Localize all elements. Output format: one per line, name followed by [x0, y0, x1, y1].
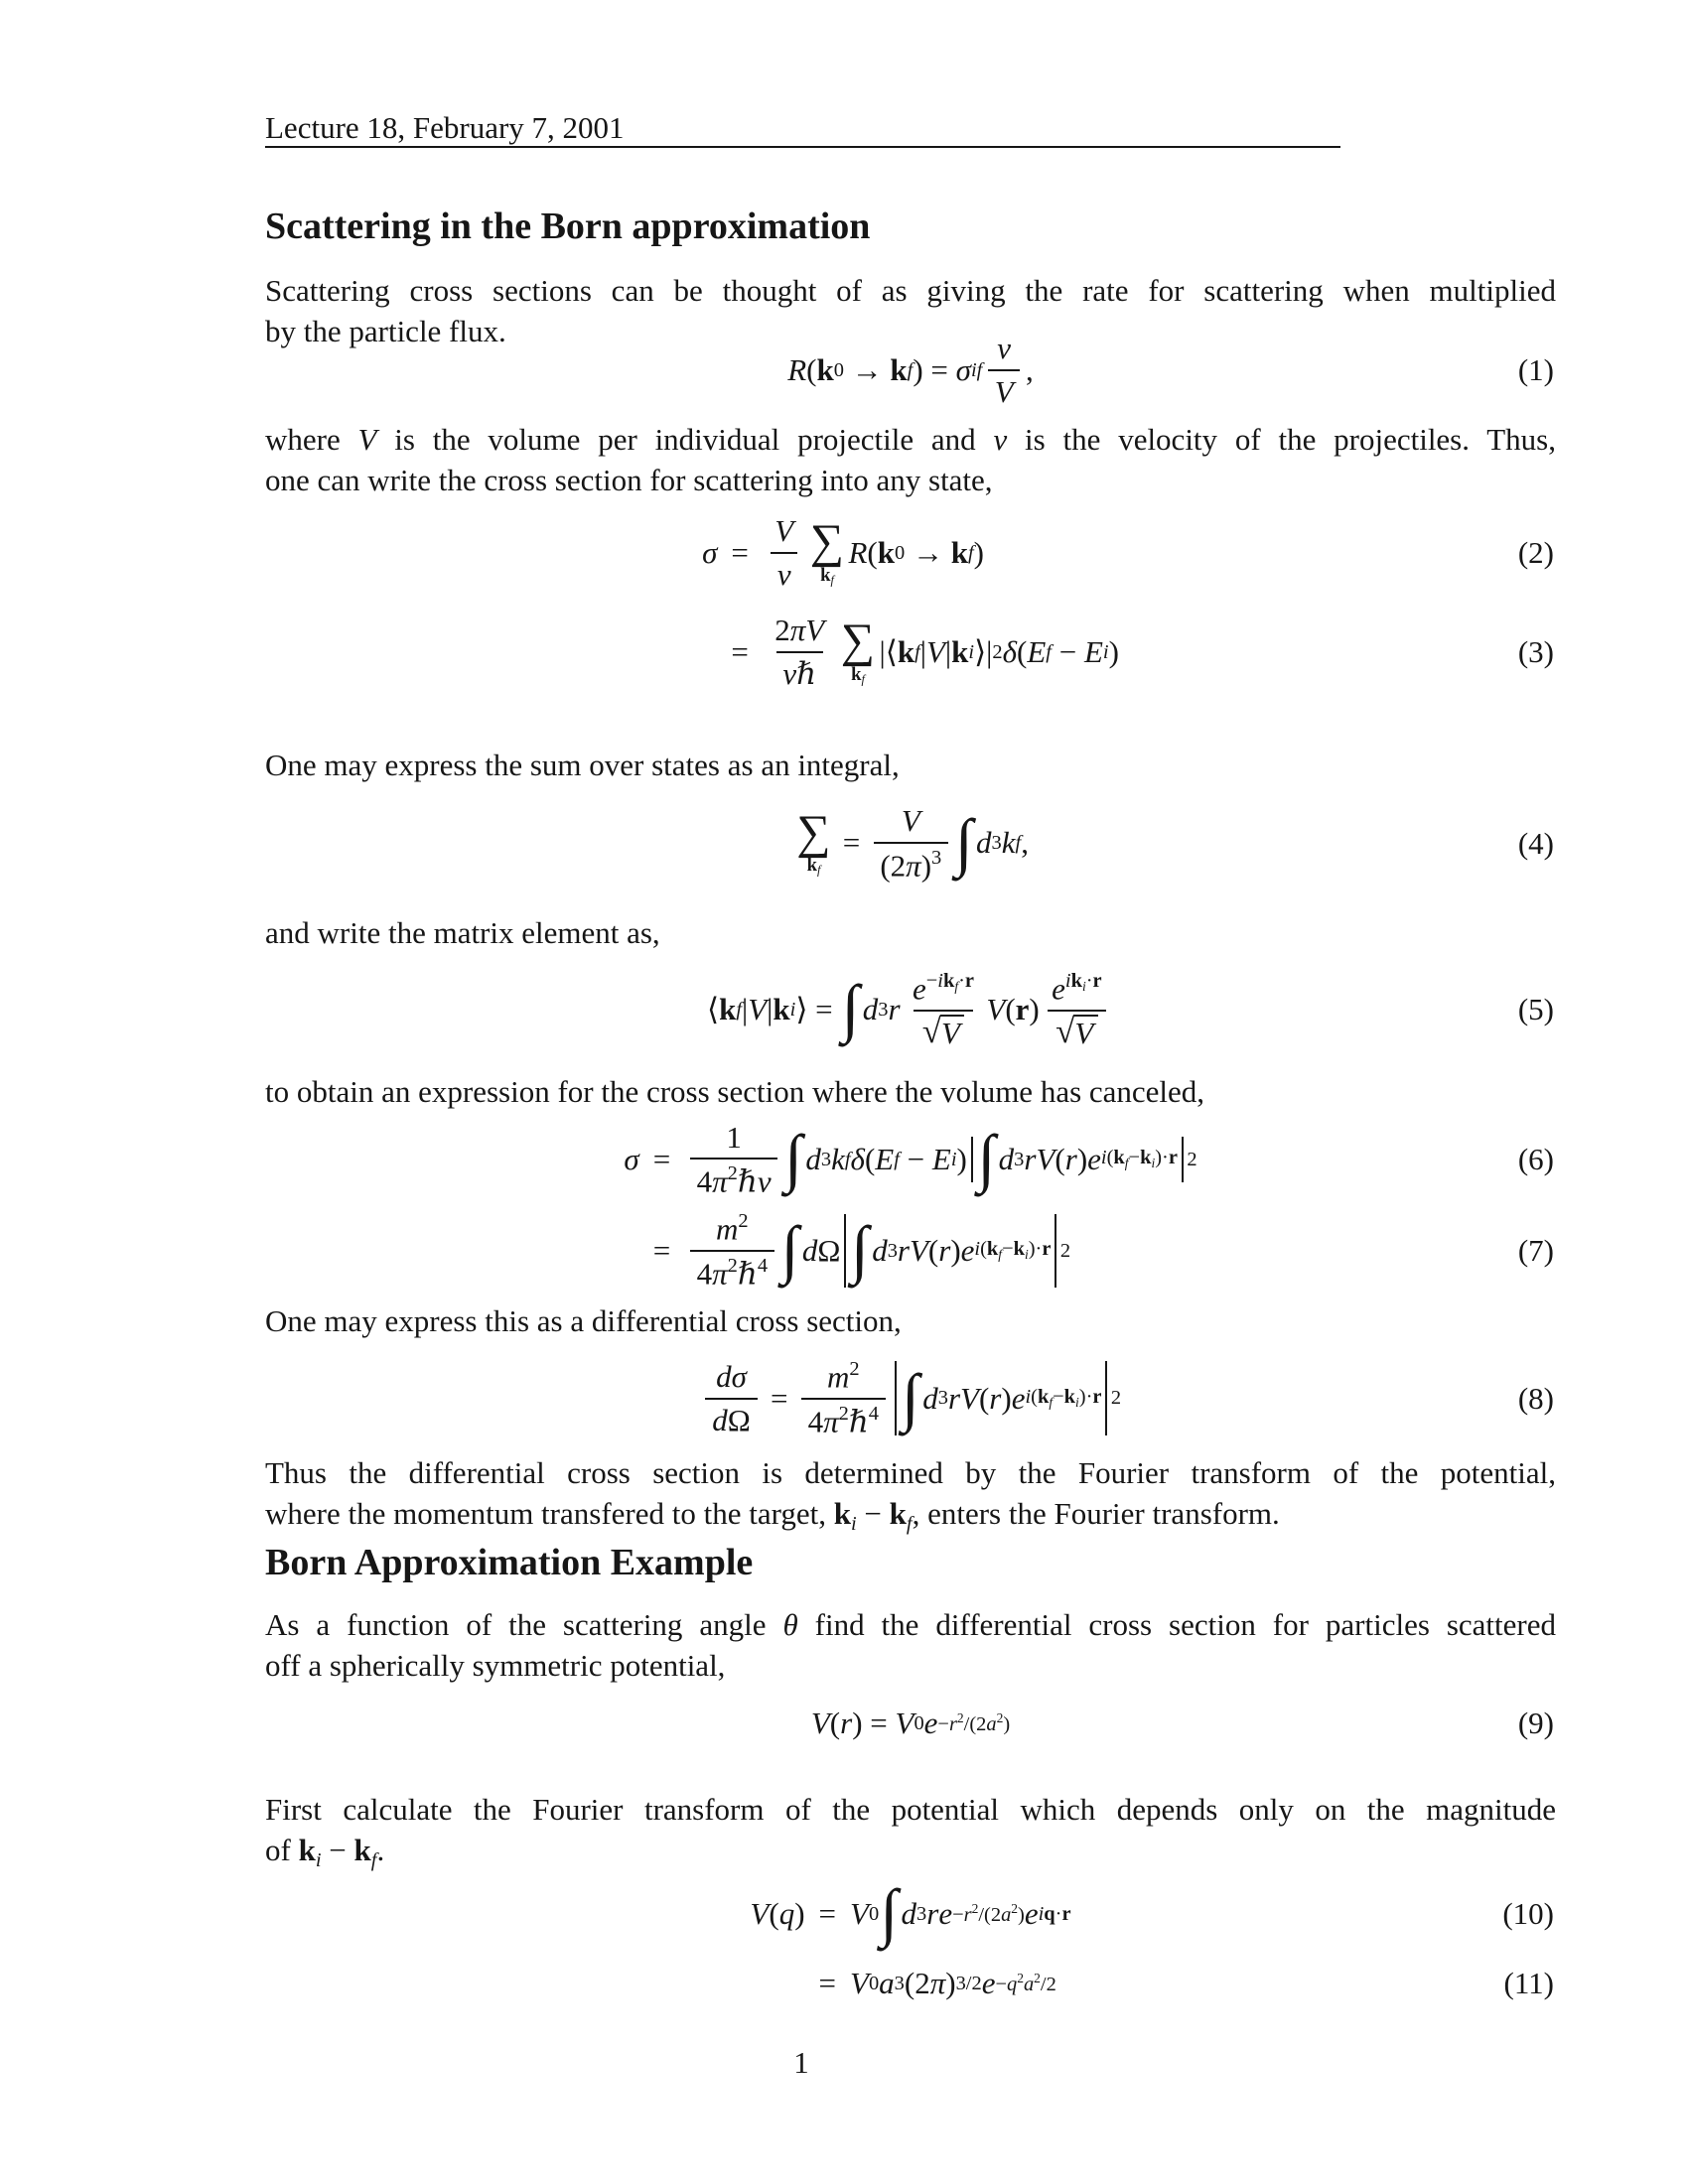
- text-line: where V is the volume per individual projectile and v is the velocity of the projectiles. Thus,: [265, 422, 1556, 457]
- integral-symbol: ∫: [784, 1123, 803, 1195]
- equation-lhs: [624, 1205, 638, 1297]
- vertical-bar: [895, 1361, 897, 1434]
- equals-sign: =: [818, 1966, 836, 2000]
- summation-symbol: ∑ kf: [796, 805, 831, 879]
- equals-sign: =: [731, 535, 749, 570]
- header-rule: [265, 146, 1340, 148]
- integral-symbol: ∫: [902, 1361, 919, 1433]
- equals-sign: =: [731, 634, 749, 669]
- equation-number: (3): [1517, 634, 1554, 669]
- equation-rhs: 2πV vℏ ∑ kf |⟨ k f | V | k i ⟩| 2 δ ( E f − E i ): [774, 613, 1119, 692]
- text-line: of ki − kf.: [265, 1833, 385, 1872]
- equation-number: (5): [1517, 992, 1554, 1026]
- equation-lhs: σ: [702, 535, 718, 570]
- vertical-bar: [844, 1214, 846, 1288]
- equation-number: (10): [1502, 1896, 1554, 1931]
- equation-5: [265, 955, 1556, 1064]
- vertical-bar: [971, 1137, 973, 1183]
- paragraph-fourier-transform: [265, 1452, 1556, 1545]
- text-line: to obtain an expression for the cross section where the volume has canceled,: [265, 1074, 1205, 1109]
- integral-symbol: ∫: [977, 1123, 996, 1195]
- summation-symbol: ∑ kf: [809, 515, 845, 588]
- text-line: by the particle flux.: [265, 314, 506, 348]
- equation-content: ∑ kf = $\frac{V}{(2\pi)^3}$ ∫ d 3 k f ,: [796, 803, 1029, 884]
- text-line: Scattering cross sections can be thought of as giving the rate for scattering when multiplied: [265, 273, 1556, 308]
- text-line: and write the matrix element as,: [265, 915, 660, 950]
- page-header-title: Lecture 18, February 7, 2001: [265, 110, 625, 145]
- equation-number: (7): [1517, 1233, 1554, 1268]
- equation-number: (2): [1517, 535, 1554, 570]
- equals-sign: =: [652, 1142, 671, 1176]
- summation-symbol: ∑ kf: [840, 614, 876, 687]
- equation-10-11: [265, 1879, 1556, 2018]
- section-heading-scattering: Scattering in the Born approximation: [265, 205, 871, 247]
- equation-8: [265, 1351, 1556, 1445]
- paragraph-example-setup: [265, 1604, 1556, 1686]
- text-line: off a spherically symmetric potential,: [265, 1648, 726, 1683]
- paragraph-volume-canceled: [265, 1071, 1556, 1112]
- equation-lhs: [702, 603, 717, 702]
- equation-4: [265, 791, 1556, 895]
- equation-number: (1): [1517, 352, 1554, 387]
- equation-content: V ( r ) = V 0 e $-r^2/(2a^2)$: [810, 1706, 1011, 1740]
- equals-sign: =: [818, 1896, 836, 1931]
- vertical-bar: [1055, 1214, 1056, 1288]
- equation-rhs: 1 $4\pi^2\hbar v$ ∫ d 3 k f δ ( E f − E i ) ∫ d 3 r V ( r ) e i(kf−ki)·r 2: [684, 1114, 1196, 1205]
- equation-content: $\frac{d\sigma}{d\Omega}$ = $m^2$ $4\pi^2\hbar^4$ ∫ d 3 r V ( r ) e i(kf−ki)·r 2: [700, 1358, 1121, 1439]
- equation-9: [265, 1700, 1556, 1747]
- text-line: One may express this as a differential cross section,: [265, 1303, 902, 1338]
- equation-rhs: V 0 a 3 (2 π ) 3/2 e $-q^2a^2/2$: [850, 1966, 1056, 2000]
- equation-2-3: [265, 503, 1556, 702]
- equation-lhs: V ( q ): [750, 1896, 805, 1931]
- sqrt-symbol: √ V: [1055, 1015, 1098, 1050]
- equals-sign: =: [652, 1233, 671, 1268]
- equation-content: ⟨ k f | V | k i ⟩ = ∫ d 3 r $e^{-ikf\cdot r}$ √ V V ( r ) $e^{iki\cdot r}$ √ V: [707, 970, 1114, 1050]
- paragraph-matrix-element: [265, 912, 1556, 953]
- paragraph-differential: [265, 1300, 1556, 1341]
- integral-symbol: ∫: [954, 806, 973, 879]
- sqrt-symbol: √ V: [922, 1015, 965, 1050]
- paragraph-volume-velocity: [265, 419, 1556, 500]
- equation-rhs: V v ∑ kf R ( k 0 → k f ): [763, 503, 1119, 603]
- text-line: where the momentum transfered to the target, ki − kf, enters the Fourier transform.: [265, 1496, 1280, 1536]
- integral-symbol: ∫: [851, 1214, 869, 1287]
- integral-symbol: ∫: [841, 973, 860, 1045]
- paragraph-sum-over-states: [265, 745, 1556, 785]
- text-line: one can write the cross section for scattering into any state,: [265, 463, 993, 497]
- equation-content: R ( k 0 → k f ) = σ if v V ,: [787, 331, 1034, 410]
- integral-symbol: ∫: [880, 1877, 899, 1950]
- equation-rhs: V 0 ∫ d 3 r e $-r^2/(2a^2)$ e iq·r: [850, 1877, 1071, 1950]
- text-line: As a function of the scattering angle θ find the differential cross section for particles scattered: [265, 1607, 1556, 1642]
- vertical-bar: [1105, 1361, 1107, 1434]
- section-heading-born-example: Born Approximation Example: [265, 1542, 754, 1583]
- text-line: One may express the sum over states as an integral,: [265, 748, 900, 782]
- equation-lhs: σ: [624, 1142, 639, 1176]
- text-line: First calculate the Fourier transform of the potential which depends only on the magnitude: [265, 1792, 1556, 1827]
- equation-6-7: [265, 1114, 1556, 1297]
- integral-symbol: ∫: [780, 1214, 799, 1287]
- equation-lhs: [750, 1949, 804, 2018]
- equation-number: (11): [1503, 1966, 1554, 2000]
- page-number: 1: [793, 2045, 809, 2080]
- paragraph-first-calculate: [265, 1789, 1556, 1881]
- text-line: Thus the differential cross section is determined by the Fourier transform of the potential,: [265, 1455, 1556, 1490]
- equation-number: (4): [1517, 825, 1554, 861]
- equation-number: (8): [1517, 1380, 1554, 1416]
- equation-number: (6): [1517, 1142, 1554, 1176]
- equation-rhs: $m^2$ $4\pi^2\hbar^4$ ∫ d Ω ∫ d 3 r V ( r ) e i(kf−ki)·r 2: [684, 1205, 1196, 1297]
- equation-number: (9): [1517, 1706, 1554, 1740]
- vertical-bar: [1182, 1137, 1184, 1183]
